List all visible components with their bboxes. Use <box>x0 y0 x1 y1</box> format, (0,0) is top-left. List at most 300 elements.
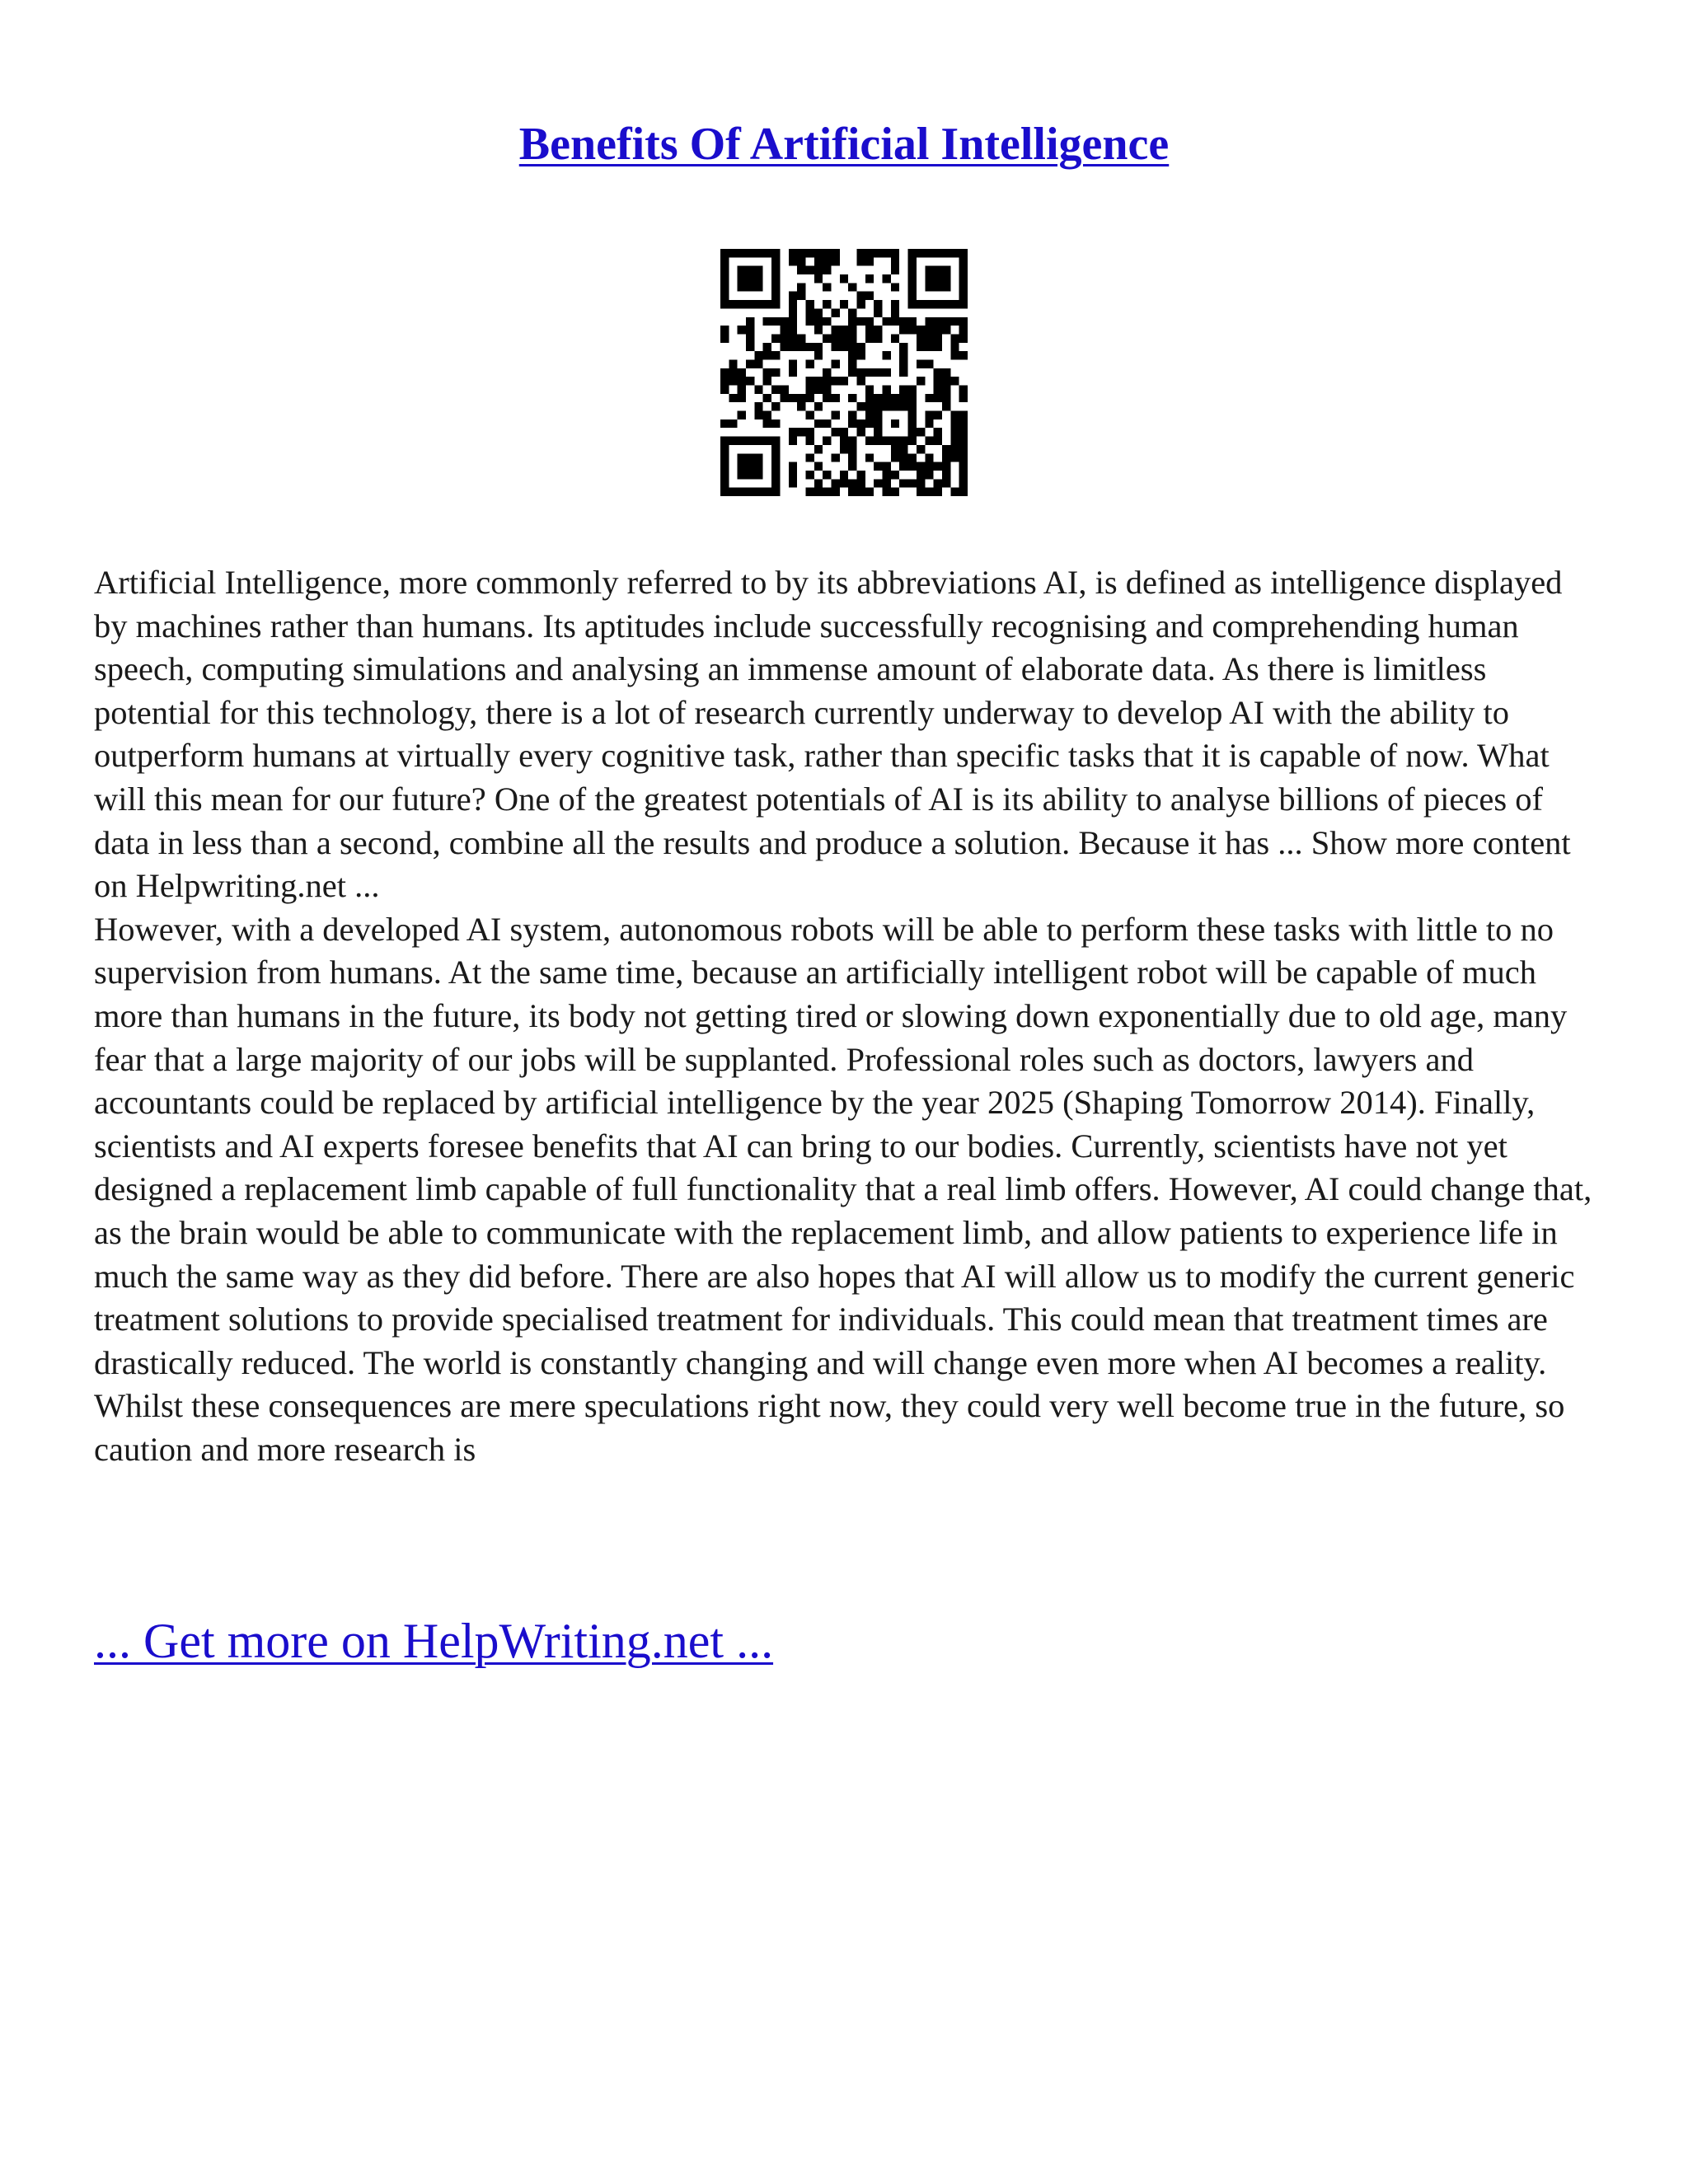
qr-module <box>891 488 899 496</box>
qr-module <box>814 317 823 326</box>
qr-module <box>754 411 762 419</box>
qr-module <box>814 479 823 487</box>
qr-module <box>857 419 865 428</box>
qr-module <box>934 428 942 436</box>
qr-module <box>848 351 856 359</box>
qr-module <box>934 300 942 308</box>
qr-module <box>771 453 780 462</box>
qr-module <box>771 351 780 359</box>
qr-module <box>891 445 899 453</box>
qr-module <box>857 428 865 436</box>
qr-module <box>729 419 737 428</box>
qr-module <box>738 274 746 283</box>
qr-module <box>883 317 891 326</box>
qr-module <box>823 334 831 342</box>
qr-module <box>848 334 856 342</box>
qr-module <box>883 368 891 377</box>
qr-module <box>746 453 754 462</box>
qr-module <box>789 326 797 334</box>
qr-module <box>814 257 823 265</box>
qr-module <box>789 368 797 377</box>
qr-module <box>942 326 950 334</box>
qr-module <box>908 300 917 308</box>
qr-module <box>823 386 831 394</box>
qr-module <box>746 317 754 326</box>
qr-module <box>823 300 831 308</box>
qr-module <box>754 283 762 291</box>
qr-module <box>865 488 874 496</box>
qr-module <box>771 249 780 257</box>
qr-module <box>720 300 729 308</box>
qr-module <box>891 257 899 265</box>
qr-module <box>771 437 780 445</box>
qr-module <box>891 394 899 402</box>
qr-module <box>857 402 865 410</box>
qr-module <box>942 266 950 274</box>
qr-module <box>874 419 882 428</box>
qr-module <box>780 394 788 402</box>
qr-module <box>891 334 899 342</box>
qr-module <box>908 419 917 428</box>
qr-module <box>754 359 762 368</box>
qr-module <box>738 283 746 291</box>
qr-module <box>942 479 950 487</box>
qr-module <box>942 249 950 257</box>
qr-module <box>857 351 865 359</box>
qr-module <box>823 266 831 274</box>
qr-module <box>805 308 814 316</box>
paragraph-1: Artificial Intelligence, more commonly referred to by its abbreviations AI, is defined as intelligence displayed by machines rather than humans. Its aptitudes include successfully recognising and comprehending human speech, computing simulations and analysing an immense amount of elaborate data. As there is limitless potential for this technology, there is a lot of research currently underway to develop AI with the ability to outperform humans at virtually every cognitive task, rather than specific tasks that it is capable of now. What will this mean for our future? One of the greatest potentials of AI is its ability to analyse billions of pieces of data in less than a second, combine all the results and produce a solution. Because it has ... Show more content on Helpwriting.net ... <box>94 564 1571 905</box>
qr-module <box>789 334 797 342</box>
qr-module <box>925 343 933 351</box>
qr-module <box>959 453 968 462</box>
qr-module <box>959 488 968 496</box>
qr-module <box>805 300 814 308</box>
qr-module <box>738 462 746 471</box>
qr-module <box>754 351 762 359</box>
qr-module <box>857 377 865 385</box>
qr-module <box>891 437 899 445</box>
qr-module <box>925 326 933 334</box>
qr-module <box>729 488 737 496</box>
qr-module <box>720 462 729 471</box>
qr-module <box>746 377 754 385</box>
qr-module <box>805 266 814 274</box>
qr-module <box>720 445 729 453</box>
qr-module <box>805 317 814 326</box>
qr-module <box>857 343 865 351</box>
qr-module <box>917 428 925 436</box>
qr-module <box>746 437 754 445</box>
qr-module <box>883 351 891 359</box>
qr-module <box>814 488 823 496</box>
qr-module <box>865 437 874 445</box>
qr-module <box>874 394 882 402</box>
qr-module <box>763 300 771 308</box>
qr-module <box>831 334 839 342</box>
qr-module <box>942 445 950 453</box>
qr-module <box>814 462 823 471</box>
qr-module <box>908 479 917 487</box>
qr-module <box>754 249 762 257</box>
qr-module <box>738 471 746 479</box>
qr-module <box>797 283 805 291</box>
qr-module <box>874 368 882 377</box>
qr-module <box>899 326 907 334</box>
qr-module <box>771 266 780 274</box>
qr-module <box>891 317 899 326</box>
qr-module <box>959 419 968 428</box>
qr-module <box>874 249 882 257</box>
qr-module <box>729 249 737 257</box>
qr-module <box>797 292 805 300</box>
qr-module <box>754 488 762 496</box>
qr-module <box>917 326 925 334</box>
qr-module <box>959 471 968 479</box>
qr-module <box>857 317 865 326</box>
qr-module <box>789 462 797 471</box>
qr-module <box>925 249 933 257</box>
qr-module <box>917 359 925 368</box>
qr-module <box>831 428 839 436</box>
qr-module <box>763 249 771 257</box>
get-more-link-container <box>94 1610 773 1672</box>
qr-module <box>934 283 942 291</box>
qr-module <box>814 343 823 351</box>
qr-module <box>908 411 917 419</box>
qr-module <box>908 326 917 334</box>
qr-module <box>959 428 968 436</box>
qr-module <box>925 283 933 291</box>
qr-module <box>934 394 942 402</box>
qr-module <box>738 300 746 308</box>
qr-module <box>763 368 771 377</box>
qr-module <box>771 274 780 283</box>
qr-module <box>771 334 780 342</box>
qr-module <box>746 326 754 334</box>
qr-module <box>797 249 805 257</box>
qr-module <box>908 292 917 300</box>
qr-module <box>908 386 917 394</box>
qr-module <box>865 257 874 265</box>
qr-module <box>763 437 771 445</box>
qr-module <box>771 488 780 496</box>
qr-module <box>848 411 856 419</box>
qr-module <box>959 300 968 308</box>
qr-module <box>738 386 746 394</box>
qr-module <box>908 317 917 326</box>
qr-module <box>865 274 874 283</box>
qr-module <box>874 326 882 334</box>
qr-module <box>754 471 762 479</box>
qr-module <box>814 386 823 394</box>
qr-module <box>771 257 780 265</box>
qr-module <box>797 343 805 351</box>
qr-module <box>789 249 797 257</box>
qr-module <box>729 359 737 368</box>
qr-module <box>865 394 874 402</box>
qr-module <box>720 334 729 342</box>
qr-module <box>857 368 865 377</box>
qr-module <box>831 394 839 402</box>
qr-module <box>805 386 814 394</box>
qr-module <box>917 471 925 479</box>
qr-module <box>763 419 771 428</box>
qr-module <box>840 445 848 453</box>
qr-module <box>899 359 907 368</box>
qr-module <box>899 351 907 359</box>
qr-module <box>789 359 797 368</box>
qr-module <box>942 274 950 283</box>
qr-module <box>771 283 780 291</box>
qr-module <box>917 445 925 453</box>
qr-module <box>934 377 942 385</box>
qr-module <box>840 334 848 342</box>
qr-module <box>899 462 907 471</box>
qr-module <box>925 274 933 283</box>
qr-module <box>831 359 839 368</box>
qr-module <box>908 462 917 471</box>
qr-module <box>848 368 856 377</box>
qr-module <box>805 343 814 351</box>
qr-module <box>848 308 856 316</box>
qr-module <box>934 326 942 334</box>
qr-module <box>934 334 942 342</box>
qr-module <box>840 300 848 308</box>
qr-module <box>934 249 942 257</box>
qr-module <box>865 453 874 462</box>
qr-module <box>823 257 831 265</box>
qr-module <box>950 437 959 445</box>
qr-module <box>754 453 762 462</box>
qr-module <box>771 300 780 308</box>
qr-module <box>950 411 959 419</box>
qr-module <box>840 428 848 436</box>
qr-module <box>771 462 780 471</box>
qr-module <box>959 317 968 326</box>
qr-module <box>763 351 771 359</box>
qr-module <box>874 411 882 419</box>
qr-module <box>959 266 968 274</box>
qr-module <box>942 377 950 385</box>
qr-module <box>925 411 933 419</box>
qr-module <box>959 283 968 291</box>
qr-module <box>805 377 814 385</box>
qr-module <box>823 419 831 428</box>
qr-module <box>865 334 874 342</box>
qr-module <box>848 479 856 487</box>
qr-module <box>738 488 746 496</box>
qr-module <box>720 368 729 377</box>
qr-module <box>874 428 882 436</box>
qr-module <box>754 437 762 445</box>
qr-module <box>891 308 899 316</box>
qr-module <box>720 249 729 257</box>
qr-module <box>950 419 959 428</box>
qr-module <box>891 453 899 462</box>
qr-module <box>865 326 874 334</box>
qr-module <box>823 377 831 385</box>
qr-module <box>814 266 823 274</box>
qr-module <box>823 317 831 326</box>
qr-module <box>823 283 831 291</box>
qr-module <box>814 377 823 385</box>
qr-module <box>865 317 874 326</box>
qr-module <box>848 359 856 368</box>
qr-module <box>942 386 950 394</box>
qr-module <box>771 292 780 300</box>
qr-module <box>746 283 754 291</box>
qr-module <box>720 326 729 334</box>
qr-module <box>865 419 874 428</box>
qr-module <box>959 445 968 453</box>
qr-module <box>848 437 856 445</box>
qr-module <box>857 249 865 257</box>
qr-module <box>883 471 891 479</box>
qr-module <box>908 402 917 410</box>
qr-module <box>840 479 848 487</box>
qr-module <box>789 479 797 487</box>
qr-module <box>789 343 797 351</box>
qr-module <box>925 266 933 274</box>
qr-module <box>908 266 917 274</box>
qr-module <box>814 274 823 283</box>
title-link[interactable]: Benefits Of Artificial Intelligence <box>518 119 1170 170</box>
qr-module <box>831 479 839 487</box>
qr-module <box>831 257 839 265</box>
qr-module <box>925 488 933 496</box>
qr-module <box>934 437 942 445</box>
qr-module <box>754 266 762 274</box>
qr-module <box>883 394 891 402</box>
qr-module <box>865 249 874 257</box>
qr-module <box>891 419 899 428</box>
qr-module <box>942 394 950 402</box>
qr-module <box>771 402 780 410</box>
qr-module <box>959 479 968 487</box>
qr-module <box>763 317 771 326</box>
qr-module <box>959 292 968 300</box>
qr-module <box>729 437 737 445</box>
qr-module <box>865 411 874 419</box>
qr-module <box>848 326 856 334</box>
qr-module <box>805 394 814 402</box>
qr-module <box>831 249 839 257</box>
qr-module <box>780 386 788 394</box>
qr-module <box>720 283 729 291</box>
qr-module <box>934 368 942 377</box>
qr-module <box>857 300 865 308</box>
qr-module <box>848 317 856 326</box>
qr-module <box>823 368 831 377</box>
qr-module <box>891 471 899 479</box>
qr-module <box>950 351 959 359</box>
qr-module <box>746 462 754 471</box>
qr-module <box>899 368 907 377</box>
qr-module <box>959 394 968 402</box>
qr-module <box>729 368 737 377</box>
qr-module <box>848 283 856 291</box>
qr-module <box>840 326 848 334</box>
qr-module <box>831 377 839 385</box>
qr-module <box>789 257 797 265</box>
qr-module <box>934 266 942 274</box>
qr-module <box>720 419 729 428</box>
qr-module <box>950 428 959 436</box>
qr-module <box>746 249 754 257</box>
qr-module <box>950 488 959 496</box>
qr-module <box>942 453 950 462</box>
qr-module <box>848 453 856 462</box>
qr-module <box>857 479 865 487</box>
qr-module <box>857 488 865 496</box>
qr-module <box>848 419 856 428</box>
qr-module <box>746 300 754 308</box>
qr-module <box>797 428 805 436</box>
qr-module <box>959 274 968 283</box>
qr-module <box>925 419 933 428</box>
qr-module <box>959 411 968 419</box>
qr-module <box>959 386 968 394</box>
qr-module <box>883 274 891 283</box>
qr-module <box>720 453 729 462</box>
qr-module <box>814 351 823 359</box>
qr-module <box>908 257 917 265</box>
qr-module <box>746 266 754 274</box>
qr-module <box>797 257 805 265</box>
qr-module <box>720 292 729 300</box>
qr-module <box>908 394 917 402</box>
qr-module <box>925 437 933 445</box>
qr-module <box>857 257 865 265</box>
qr-module <box>814 249 823 257</box>
qr-module <box>934 488 942 496</box>
qr-module <box>720 437 729 445</box>
qr-module <box>857 471 865 479</box>
article-body <box>94 561 1602 1471</box>
qr-module <box>908 437 917 445</box>
qr-module <box>797 334 805 342</box>
qr-module <box>908 428 917 436</box>
qr-module <box>823 471 831 479</box>
qr-module <box>720 479 729 487</box>
qr-module <box>789 428 797 436</box>
qr-module <box>959 437 968 445</box>
qr-module <box>771 471 780 479</box>
qr-module <box>720 488 729 496</box>
qr-module <box>925 453 933 462</box>
qr-module <box>917 249 925 257</box>
qr-module <box>797 394 805 402</box>
qr-module <box>771 368 780 377</box>
qr-module <box>917 462 925 471</box>
qr-module <box>925 300 933 308</box>
qr-module <box>763 488 771 496</box>
qr-module <box>917 479 925 487</box>
qr-module <box>917 300 925 308</box>
qr-module <box>831 343 839 351</box>
qr-module <box>874 479 882 487</box>
qr-code-icon <box>720 249 968 496</box>
qr-module <box>814 445 823 453</box>
qr-module <box>771 317 780 326</box>
qr-module <box>763 411 771 419</box>
qr-module <box>848 462 856 471</box>
get-more-link[interactable]: ... Get more on HelpWriting.net ... <box>94 1614 774 1668</box>
qr-module <box>738 326 746 334</box>
qr-module <box>780 334 788 342</box>
qr-module <box>805 359 814 368</box>
